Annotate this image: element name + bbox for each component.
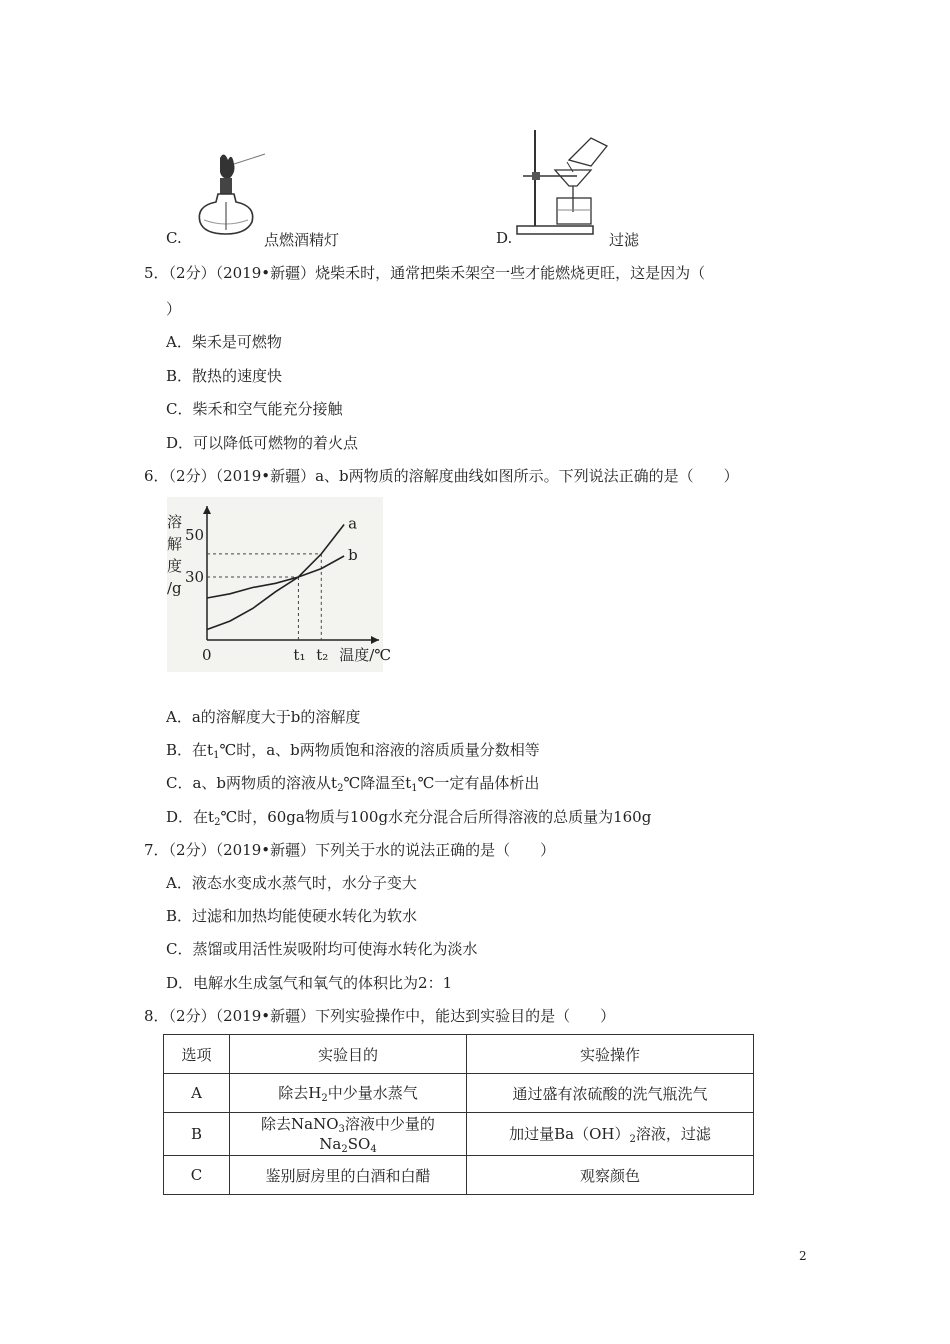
table-row: [164, 1113, 754, 1156]
q5-option-b: B．散热的速度快: [166, 367, 283, 385]
x-tick-label: t₂: [316, 646, 329, 664]
figure-c-caption: 点燃酒精灯: [264, 231, 340, 249]
figure-d-letter: D.: [496, 229, 513, 247]
filtration-figure: [515, 126, 610, 238]
q5-stem: 5．（2分）（2019•新疆）烧柴禾时，通常把柴禾架空一些才能燃烧更旺，这是因为（: [144, 264, 706, 282]
row-c-operation: 观察颜色: [467, 1156, 754, 1195]
q6-option-d: [166, 806, 651, 828]
row-b-operation: [467, 1113, 754, 1156]
figure-d-caption: 过滤: [609, 231, 640, 249]
q8-table: [163, 1034, 754, 1195]
q6-b-sub: 1: [213, 750, 220, 761]
alcohol-lamp-figure: [190, 150, 270, 240]
y-tick-label: 30: [185, 568, 205, 586]
row-b-goal-sub1: 3: [338, 1124, 345, 1135]
q6-option-b: [166, 739, 540, 761]
row-a-goal-sub: 2: [321, 1093, 328, 1104]
q6-b-pre: B．在t: [166, 741, 214, 759]
q5-option-a: A．柴禾是可燃物: [166, 333, 282, 351]
row-a-goal-post: 中少量水蒸气: [327, 1084, 418, 1102]
table-row: [164, 1074, 754, 1113]
header-operation: 实验操作: [467, 1035, 754, 1074]
row-c-goal: 鉴别厨房里的白酒和白醋: [230, 1156, 467, 1195]
header-goal: 实验目的: [230, 1035, 467, 1074]
row-a-goal-pre: 除去H: [278, 1084, 322, 1102]
q6-c-sub2: 1: [411, 783, 418, 794]
q6-c-post: ℃一定有晶体析出: [417, 774, 540, 792]
row-c-option: C: [164, 1156, 230, 1195]
y-axis-label: 度: [167, 557, 183, 575]
y-tick-label: 50: [185, 526, 205, 544]
row-b-op-post: 溶液，过滤: [635, 1125, 711, 1143]
q6-c-mid: ℃降温至t: [343, 774, 412, 792]
q5-stem-continued: ）: [166, 300, 182, 318]
y-axis-arrow: [203, 506, 211, 514]
row-b-goal-mid2: SO: [347, 1135, 371, 1153]
row-a-option: A: [164, 1074, 230, 1113]
q5-option-c: C．柴禾和空气能充分接触: [166, 400, 343, 418]
table-row: [164, 1156, 754, 1195]
q6-c-pre: C．a、b两物质的溶液从t: [166, 774, 338, 792]
x-axis-arrow: [371, 636, 379, 644]
q7-stem: 7．（2分）（2019•新疆）下列关于水的说法正确的是（ ）: [144, 841, 556, 859]
figure-c-letter: C.: [166, 229, 182, 247]
x-tick-label: 0: [202, 646, 212, 664]
y-axis-label: 解: [167, 535, 183, 553]
q6-stem: 6．（2分）（2019•新疆）a、b两物质的溶解度曲线如图所示。下列说法正确的是（ ）: [144, 467, 739, 485]
x-tick-label: t₁: [293, 646, 306, 664]
y-axis-label: 溶: [167, 513, 183, 531]
row-b-goal: [230, 1113, 467, 1156]
x-axis-label: 温度/℃: [339, 646, 392, 664]
row-b-goal-sub2: 2: [341, 1144, 348, 1155]
table-header-row: [164, 1035, 754, 1074]
row-b-goal-pre: 除去NaNO: [261, 1115, 339, 1133]
y-axis-label: /g: [167, 579, 182, 597]
q8-stem: 8．（2分）（2019•新疆）下列实验操作中，能达到实验目的是（ ）: [144, 1007, 616, 1025]
q6-d-pre: D．在t: [166, 808, 215, 826]
row-a-goal: [230, 1074, 467, 1113]
solubility-chart: [167, 497, 392, 672]
row-b-op-pre: 加过量Ba（OH）: [509, 1125, 630, 1143]
page-number: 2: [799, 1249, 807, 1263]
row-b-goal-mid: 溶液中少量的Na: [319, 1115, 435, 1153]
q6-option-c: [166, 772, 539, 794]
q5-option-d: D．可以降低可燃物的着火点: [166, 434, 359, 452]
q7-option-c: C．蒸馏或用活性炭吸附均可使海水转化为淡水: [166, 940, 478, 958]
row-b-op-sub: 2: [629, 1134, 636, 1145]
q6-b-post: ℃时，a、b两物质饱和溶液的溶质质量分数相等: [219, 741, 540, 759]
series-label-b: b: [348, 546, 358, 564]
header-option: 选项: [164, 1035, 230, 1074]
row-b-option: B: [164, 1113, 230, 1156]
q7-option-d: D．电解水生成氢气和氧气的体积比为2：1: [166, 974, 453, 992]
row-a-operation: 通过盛有浓硫酸的洗气瓶洗气: [467, 1074, 754, 1113]
q6-d-post: ℃时，60ga物质与100g水充分混合后所得溶液的总质量为160g: [220, 808, 652, 826]
q6-c-sub1: 2: [337, 783, 344, 794]
row-b-goal-sub3: 4: [370, 1144, 377, 1155]
q7-option-b: B．过滤和加热均能使硬水转化为软水: [166, 907, 418, 925]
q6-d-sub: 2: [214, 817, 221, 828]
q6-option-a: A．a的溶解度大于b的溶解度: [166, 708, 361, 726]
q7-option-a: A．液态水变成水蒸气时，水分子变大: [166, 874, 417, 892]
series-label-a: a: [348, 514, 358, 533]
